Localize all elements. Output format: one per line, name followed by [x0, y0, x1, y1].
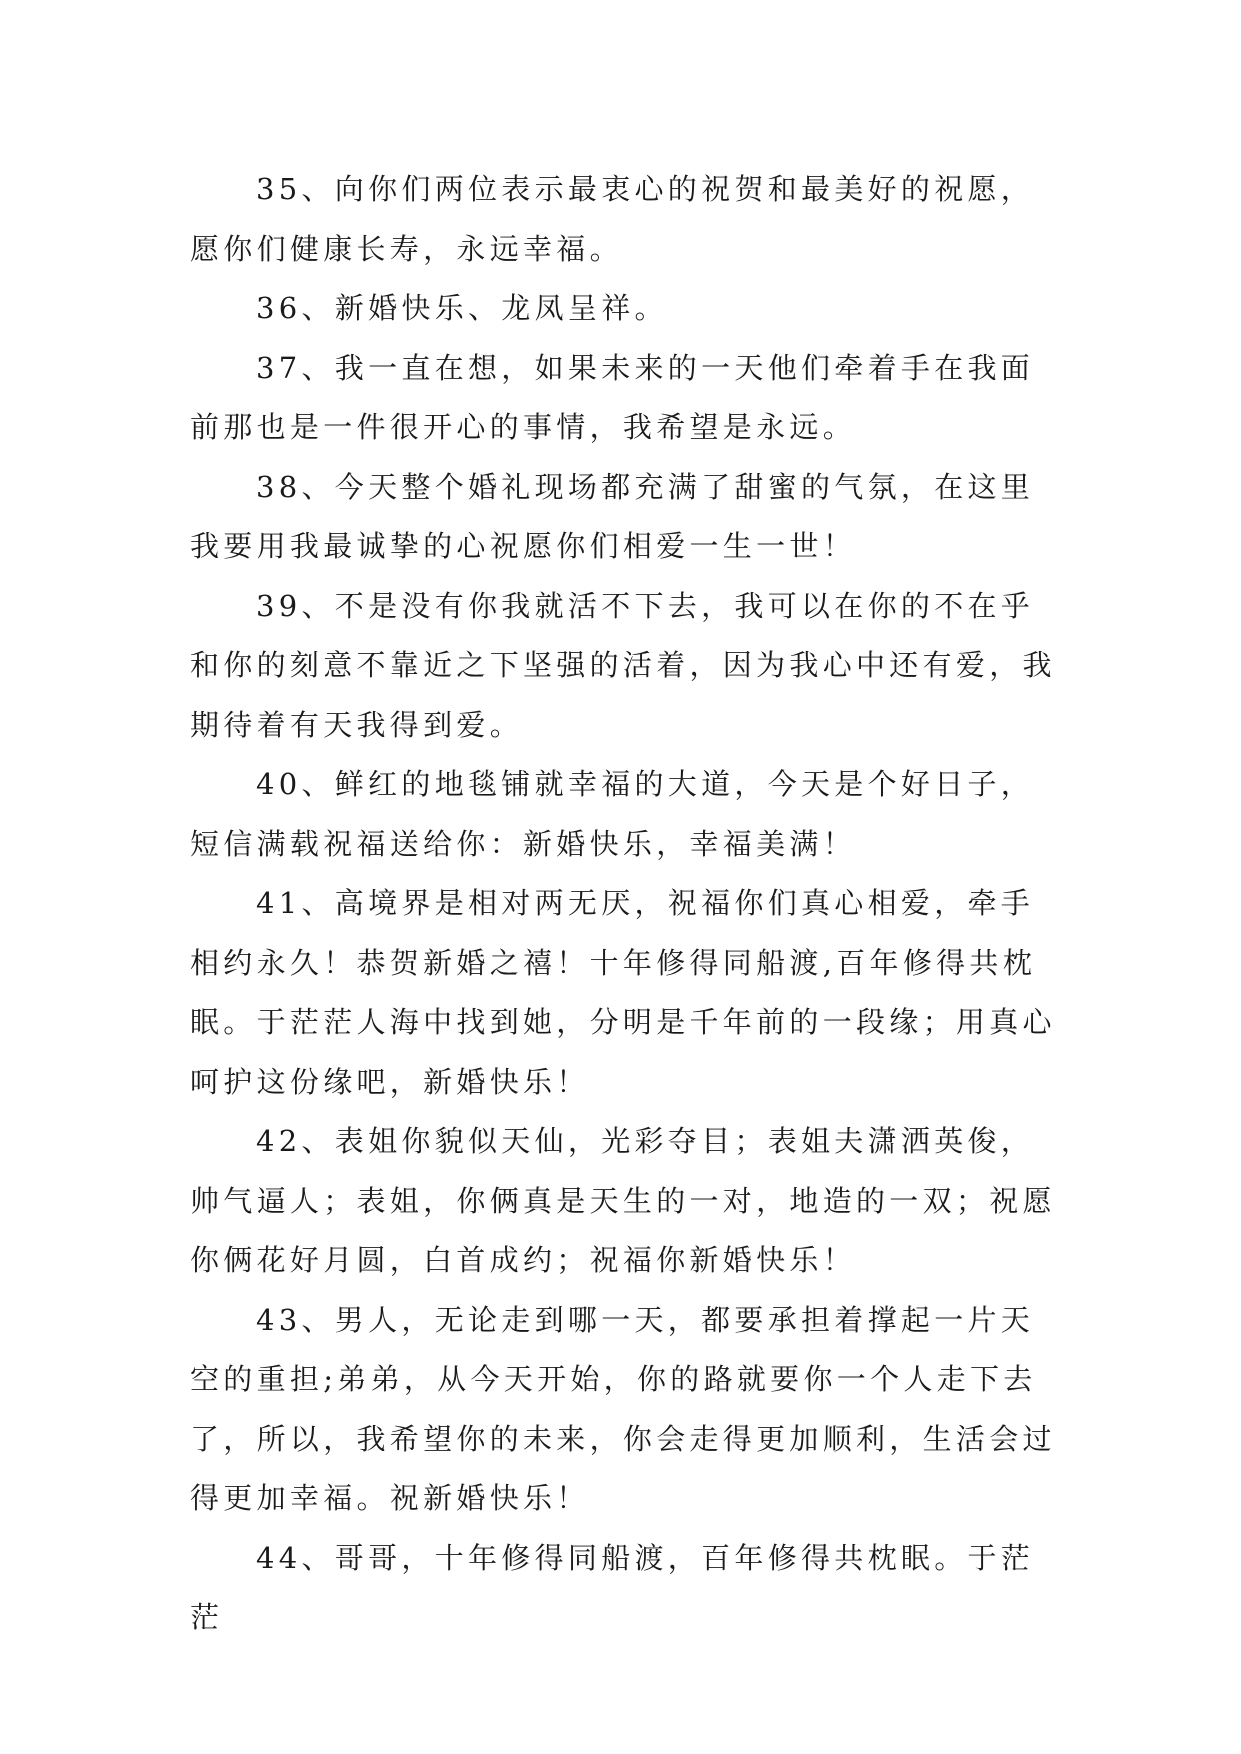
paragraph-41: 41、高境界是相对两无厌，祝福你们真心相爱，牵手相约永久！恭贺新婚之禧！十年修得同船渡,百年修得共枕眠。于茫茫人海中找到她，分明是千年前的一段缘；用真心呵护这份缘吧，新婚快乐！ — [190, 886, 1056, 1099]
paragraph-38: 38、今天整个婚礼现场都充满了甜蜜的气氛，在这里我要用我最诚挚的心祝愿你们相爱一生一世！ — [190, 469, 1035, 563]
paragraph-37: 37、我一直在想，如果未来的一天他们牵着手在我面前那也是一件很开心的事情，我希望是永远。 — [190, 350, 1035, 444]
paragraph-39: 39、不是没有你我就活不下去，我可以在你的不在乎和你的刻意不靠近之下坚强的活着，因为我心中还有爱，我期待着有天我得到爱。 — [190, 588, 1056, 742]
paragraph-43: 43、男人，无论走到哪一天，都要承担着撑起一片天空的重担;弟弟，从今天开始，你的路就要你一个人走下去了，所以，我希望你的未来，你会走得更加顺利，生活会过得更加幸福。祝新婚快乐！ — [190, 1302, 1056, 1515]
paragraph-44: 44、哥哥，十年修得同船渡，百年修得共枕眠。于茫茫 — [190, 1540, 1035, 1634]
paragraph-40: 40、鲜红的地毯铺就幸福的大道，今天是个好日子，短信满载祝福送给你：新婚快乐，幸福美满！ — [190, 767, 1035, 861]
paragraph-42: 42、表姐你貌似天仙，光彩夺目；表姐夫潇洒英俊，帅气逼人；表姐，你俩真是天生的一对，地造的一双；祝愿你俩花好月圆，白首成约；祝福你新婚快乐！ — [190, 1124, 1056, 1277]
paragraph-35: 35、向你们两位表示最衷心的祝贺和最美好的祝愿，愿你们健康长寿，永远幸福。 — [190, 172, 1035, 266]
document-body — [190, 160, 1060, 1648]
paragraph-36: 36、新婚快乐、龙凤呈祥。 — [256, 291, 668, 325]
